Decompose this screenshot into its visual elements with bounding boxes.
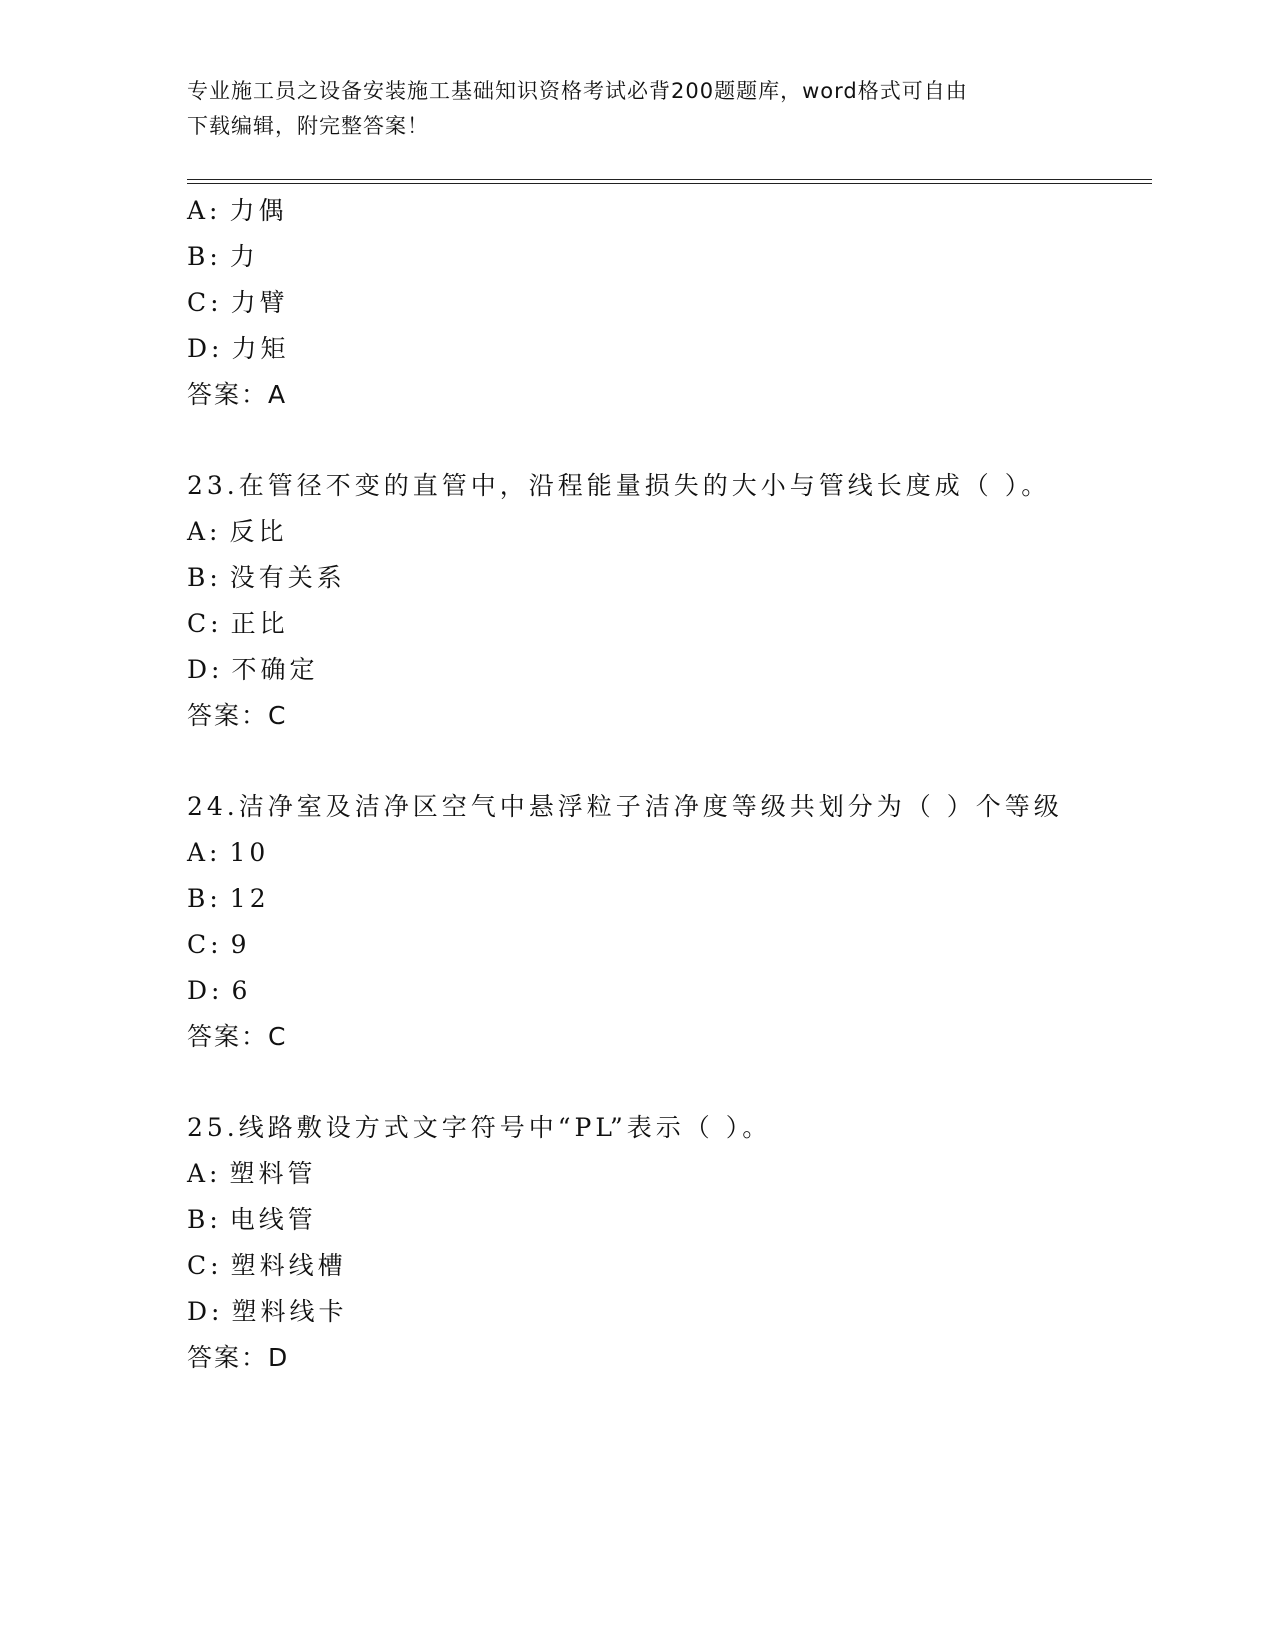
answer-line: 答案：A (187, 380, 288, 409)
header-title-line-2: 下载编辑，附完整答案！ (187, 114, 429, 138)
option-text: 9 (230, 930, 251, 959)
option-letter: A: (187, 838, 222, 867)
option-text: 力偶 (229, 196, 288, 225)
option-letter: C: (187, 288, 223, 317)
option-letter: A: (187, 517, 222, 546)
option-d (187, 326, 1147, 372)
question-list (187, 188, 1147, 1381)
option-text: 没有关系 (229, 563, 346, 592)
option-a (187, 830, 1147, 876)
option-letter: C: (187, 1251, 223, 1280)
question-block-25 (187, 1105, 1147, 1381)
option-a (187, 188, 1147, 234)
option-text: 力臂 (230, 288, 289, 317)
answer-line: 答案：C (187, 1022, 288, 1051)
option-letter: D: (187, 1297, 224, 1326)
option-letter: C: (187, 930, 223, 959)
option-letter: B: (187, 242, 222, 271)
question-stem: 23.在管径不变的直管中，沿程能量损失的大小与管线长度成（ ）。 (187, 471, 1051, 500)
option-letter: C: (187, 609, 223, 638)
option-a (187, 1151, 1147, 1197)
question-stem: 24.洁净室及洁净区空气中悬浮粒子洁净度等级共划分为（ ）个等级 (187, 792, 1063, 821)
spacer (187, 739, 1147, 784)
spacer (187, 1060, 1147, 1105)
question-block-24 (187, 784, 1147, 1060)
option-b (187, 1197, 1147, 1243)
option-d (187, 647, 1147, 693)
answer-line: 答案：D (187, 1343, 290, 1372)
option-text: 电线管 (229, 1205, 317, 1234)
option-text: 力 (229, 242, 259, 271)
question-block-23 (187, 463, 1147, 739)
option-text: 塑料线卡 (231, 1297, 348, 1326)
question-block-22 (187, 188, 1147, 418)
option-text: 力矩 (231, 334, 290, 363)
option-letter: B: (187, 1205, 222, 1234)
option-letter: D: (187, 334, 224, 363)
option-a (187, 509, 1147, 555)
header-title-line-1: 专业施工员之设备安装施工基础知识资格考试必背200题题库，word格式可自由 (187, 79, 968, 103)
option-b (187, 555, 1147, 601)
option-d (187, 968, 1147, 1014)
option-b (187, 234, 1147, 280)
option-c (187, 922, 1147, 968)
option-c (187, 1243, 1147, 1289)
option-text: 反比 (229, 517, 288, 546)
option-letter: A: (187, 1159, 222, 1188)
option-text: 12 (229, 884, 270, 913)
option-text: 塑料管 (229, 1159, 317, 1188)
option-text: 塑料线槽 (230, 1251, 347, 1280)
option-letter: B: (187, 563, 222, 592)
option-text: 6 (231, 976, 252, 1005)
option-d (187, 1289, 1147, 1335)
option-text: 正比 (230, 609, 289, 638)
option-text: 10 (229, 838, 270, 867)
option-letter: D: (187, 976, 224, 1005)
question-stem: 25.线路敷设方式文字符号中“PL”表示（ ）。 (187, 1113, 772, 1142)
option-letter: B: (187, 884, 222, 913)
document-header (187, 74, 1087, 144)
option-c (187, 601, 1147, 647)
spacer (187, 418, 1147, 463)
option-letter: D: (187, 655, 224, 684)
option-b (187, 876, 1147, 922)
option-letter: A: (187, 196, 222, 225)
header-divider-bottom (187, 183, 1152, 184)
header-divider-top (187, 179, 1152, 180)
option-c (187, 280, 1147, 326)
option-text: 不确定 (231, 655, 319, 684)
answer-line: 答案：C (187, 701, 288, 730)
